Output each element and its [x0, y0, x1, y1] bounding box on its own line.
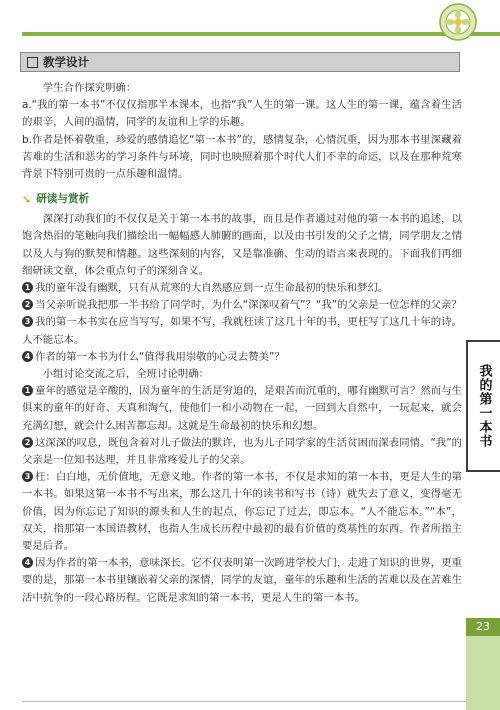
- page-number-tab: [466, 618, 500, 636]
- answer-label: b.: [22, 133, 32, 146]
- explanation-item: [22, 555, 462, 607]
- question-text: 作者的第一本书为什么“值得我用崇敬的心灵去赞美”？: [35, 350, 285, 363]
- side-green-bar: [466, 636, 500, 710]
- answer-label: a.: [22, 99, 32, 112]
- body-paragraph: 深深打动我们的不仅仅是关于第一本书的故事，而且是作者通过对他的第一本书的追述，以饱含热泪的笔触向我们描绘出一幅幅感人肺腑的画面，以及由书引发的父子之情，同学朋友之情以及人与狗的默契和情趣。这些深刻的内容，又是靠准确、生动的语言来表现的。下面我们再细细研读文章，体会重点句子的深刻含义。: [22, 213, 462, 277]
- number-badge: 4: [22, 557, 33, 568]
- answer-text: 作者是怀着敬重，珍爱的感情追忆“第一本书”的，感情复杂，心情沉重，因为那本书里深藏着苦难的生活和恶劣的学习条件与环境，同时也映照着那个时代人们不幸的命运，以及在那种荒寒背景下特别可贵的一点乐趣和温情。: [22, 133, 462, 181]
- explanation-item: [22, 383, 462, 435]
- answer-a: [22, 97, 462, 131]
- section-heading: [22, 191, 462, 208]
- discussion-line: 小组讨论交流之后，全班讨论明确：: [42, 368, 210, 381]
- question-item: [22, 280, 462, 297]
- answer-text: “我的第一本书”不仅仅指那半本课本，也指“我”人生的第一课。这人生的第一课，蕴含着生活的艰辛，人间的温情，同学的友谊和上学的乐趣。: [22, 99, 462, 129]
- arrow-icon: ➘: [22, 193, 32, 207]
- top-rule: [22, 32, 500, 36]
- number-badge: 3: [22, 316, 33, 327]
- explanation-text: 这深深的叹息，既包含着对儿子做法的默许，也为儿子同学家的生活贫困而深表同情。“我”的父亲是一位知书达理，并且非常疼爱儿子的父亲。: [22, 436, 462, 467]
- question-item: [22, 314, 462, 348]
- question-text: 当父亲听说我把那一半书给了同学时，为什么“深深叹着气”？“我”的父亲是一位怎样的父亲？: [35, 299, 462, 312]
- explanation-text: 童年的感觉是辛酸的，因为童年的生活是穷迫的，是艰苦而沉重的，哪有幽默可言？然而与生俱来的童年的好奇、天真和淘气，使他们一和小动物在一起，一回到大自然中，一玩起来，就会充满幻想，就会什么困苦都忘却。这就是生命最初的快乐和幻想。: [22, 385, 462, 432]
- flower-ornament-icon: [438, 2, 478, 42]
- banner-title: 教学设计: [43, 55, 89, 69]
- question-text: 我的童年没有幽默，只有从荒寒的大自然感应到一点生命最初的快乐和梦幻。: [35, 282, 389, 295]
- answer-b: [22, 132, 462, 184]
- explanation-item: [22, 435, 462, 469]
- chapter-side-label: [466, 340, 500, 472]
- main-content: [22, 80, 462, 607]
- number-badge: 2: [22, 299, 33, 310]
- question-item: [22, 349, 462, 366]
- explanation-text: 因为作者的第一本书，意味深长。它不仅表明第一次跨进学校大门，走进了知识的世界，更重要的是，那第一本书里镶嵌着父亲的深情，同学的友谊，童年的乐趣和生活的苦难以及在苦难生活中抗争的一段心路历程。它既是求知的第一本书，更是人生的第一本书。: [22, 557, 462, 604]
- chapter-title: 我的第一本书: [476, 364, 492, 448]
- question-text: 我的第一本书实在应当写写，如果不写，我就枉读了这几十年的书，更枉写了这几十年的诗。人不能忘本。: [22, 316, 462, 346]
- page-number: 23: [476, 620, 490, 633]
- number-badge: 2: [22, 437, 33, 448]
- number-badge: 4: [22, 351, 33, 362]
- section-banner: [20, 52, 460, 72]
- question-item: [22, 297, 462, 314]
- explanation-text: 枉：白白地，无价值地，无意义地。作者的第一本书，不仅是求知的第一本书，更是人生的第一本书。如果这第一本书不写出来，那么这几十年的读书和写书（诗）就失去了意义，变得毫无价值，因为你忘记了知识的源头和人生的起点，你忘记了过去，即忘本。“人不能忘本。”“本”，双关，指那第一本国语教材，也指人生成长历程中最初的最有价值的奠基性的东西。作者所指主要是后者。: [22, 471, 462, 553]
- number-badge: 1: [22, 385, 33, 396]
- section-title: 研读与赏析: [36, 193, 90, 206]
- checkbox-square-icon: [27, 57, 38, 68]
- explanation-item: [22, 469, 462, 555]
- number-badge: 3: [22, 471, 33, 482]
- number-badge: 1: [22, 282, 33, 293]
- bottom-rule: [22, 701, 466, 702]
- intro-line: 学生合作探究明确：: [42, 82, 137, 94]
